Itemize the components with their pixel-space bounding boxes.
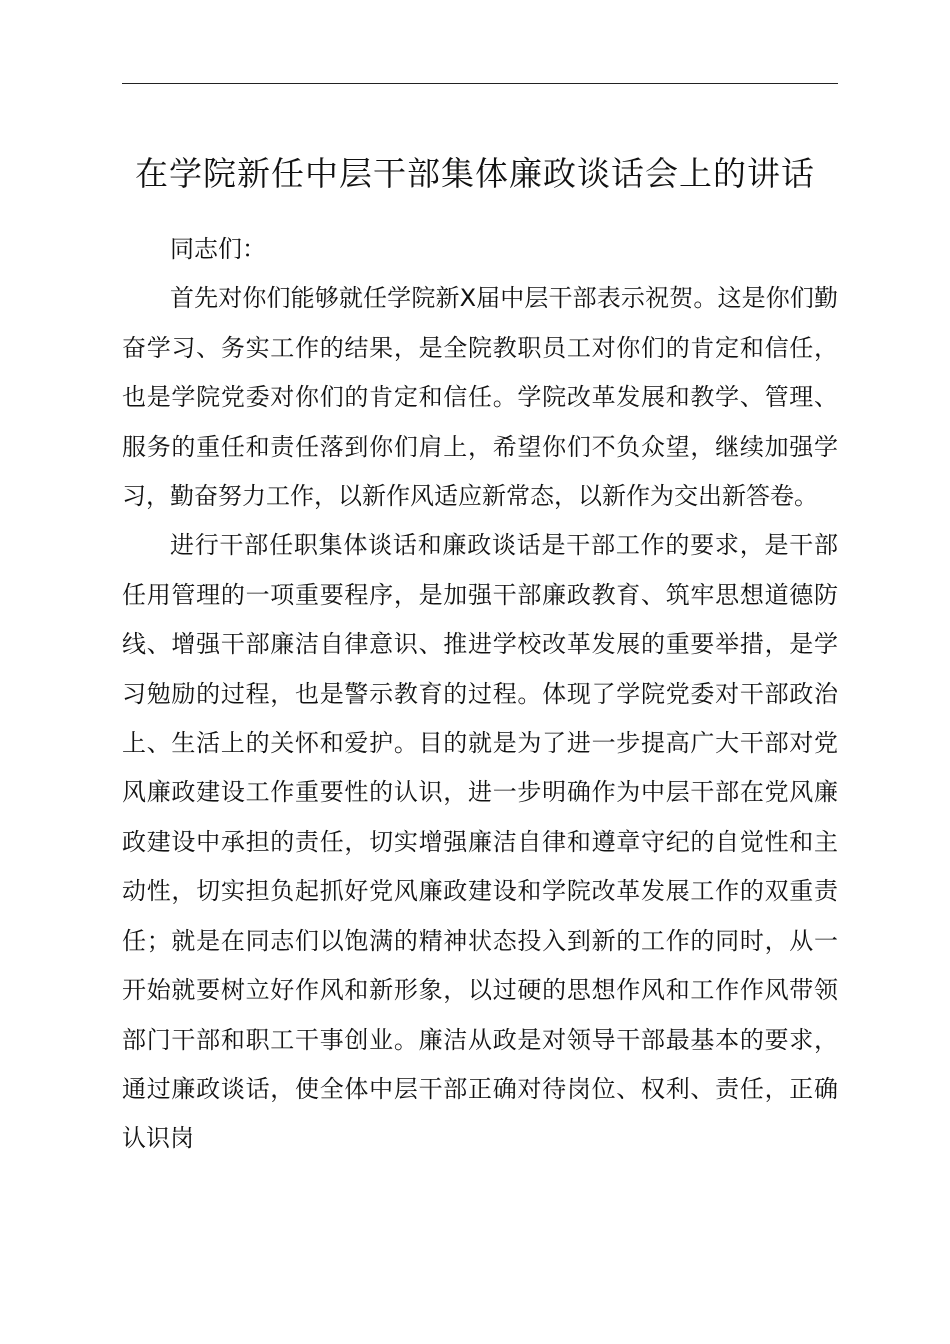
- body-paragraph-2: 进行干部任职集体谈话和廉政谈话是干部工作的要求，是干部任用管理的一项重要程序，是加强干部廉政教育、筑牢思想道德防线、增强干部廉洁自律意识、推进学校改革发展的重要举措，是学习勉励的过程，也是警示教育的过程。体现了学院党委对干部政治上、生活上的关怀和爱护。目的就是为了进一步提高广大干部对党风廉政建设工作重要性的认识，进一步明确作为中层干部在党风廉政建设中承担的责任，切实增强廉洁自律和遵章守纪的自觉性和主动性，切实担负起抓好党风廉政建设和学院改革发展工作的双重责任；就是在同志们以饱满的精神状态投入到新的工作的同时，从一开始就要树立好作风和新形象，以过硬的思想作风和工作作风带领部门干部和职工干事创业。廉洁从政是对领导干部最基本的要求，通过廉政谈话，使全体中层干部正确对待岗位、权利、责任，正确认识岗: [122, 531, 838, 1153]
- document-title: 在学院新任中层干部集体廉政谈话会上的讲话: [135, 154, 815, 193]
- body-paragraph-1: 首先对你们能够就任学院新X届中层干部表示祝贺。这是你们勤奋学习、务实工作的结果，是全院教职员工对你们的肯定和信任，也是学院党委对你们的肯定和信任。学院改革发展和教学、管理、服务的重任和责任落到你们肩上，希望你们不负众望，继续加强学习，勤奋努力工作，以新作风适应新常态，以新作为交出新答卷。: [122, 284, 838, 511]
- document-body: [122, 225, 838, 1164]
- header-rule: [122, 83, 838, 84]
- salutation: 同志们：: [170, 235, 266, 263]
